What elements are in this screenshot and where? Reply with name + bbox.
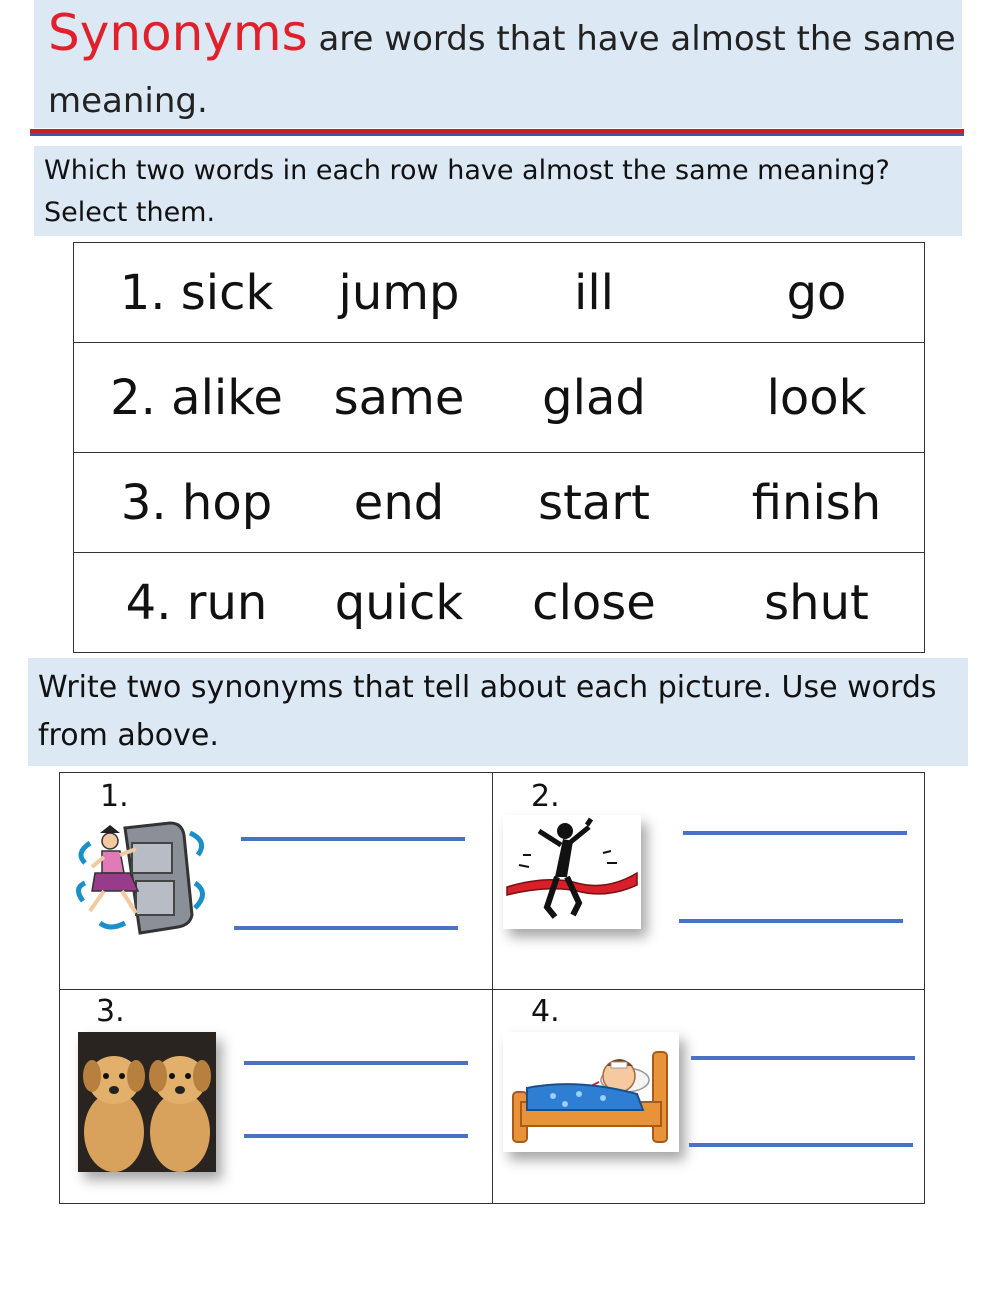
row-4-word-4[interactable]: shut <box>764 574 869 631</box>
row-3-word-2[interactable]: end <box>353 474 445 531</box>
answer-line-3a[interactable] <box>244 1061 468 1065</box>
answer-line-1b[interactable] <box>234 926 458 930</box>
answer-line-2a[interactable] <box>683 831 907 835</box>
row-1-word-3[interactable]: ill <box>573 264 614 321</box>
answer-line-4a[interactable] <box>691 1056 915 1060</box>
picture-number-2: 2. <box>531 779 560 814</box>
divider-blue <box>30 133 964 136</box>
write-instruction-text <box>38 664 958 760</box>
answer-line-4b[interactable] <box>689 1143 913 1147</box>
row-3-word-4[interactable]: finish <box>751 474 882 531</box>
word-table <box>73 242 925 653</box>
row-2-word-3[interactable]: glad <box>542 369 646 426</box>
write-instruction-panel <box>28 658 968 766</box>
picture-number-1: 1. <box>100 779 129 814</box>
write-instruction-line-2: from above. <box>38 718 219 753</box>
table-row <box>74 553 925 653</box>
row-1-word-4[interactable]: go <box>786 264 847 321</box>
picture-cell-4 <box>493 990 925 1204</box>
sick-child-in-bed-icon <box>503 1032 679 1152</box>
picture-grid <box>59 772 925 1204</box>
picture-number-4: 4. <box>531 994 560 1029</box>
answer-line-2b[interactable] <box>679 919 903 923</box>
picture-cell-3 <box>60 990 492 1204</box>
instruction-line-2: Select them. <box>44 197 216 228</box>
row-4-word-3[interactable]: close <box>532 574 656 631</box>
row-2-word-1[interactable]: 2. alike <box>110 369 283 426</box>
row-2-word-4[interactable]: look <box>766 369 867 426</box>
table-row <box>74 453 925 553</box>
title-definition: are words that have almost the same meaning. <box>48 19 956 121</box>
instruction-line-1: Which two words in each row have almost the same meaning? <box>44 155 890 186</box>
row-2-word-2[interactable]: same <box>333 369 465 426</box>
row-3-word-3[interactable]: start <box>538 474 650 531</box>
row-1-word-2[interactable]: jump <box>338 264 460 321</box>
runner-finish-line-icon <box>503 815 641 929</box>
row-3-word-1[interactable]: 3. hop <box>120 474 273 531</box>
answer-line-3b[interactable] <box>244 1134 468 1138</box>
picture-cell-1 <box>60 773 492 989</box>
row-1-word-1[interactable]: 1. sick <box>119 264 274 321</box>
header-panel <box>34 0 962 128</box>
table-row <box>74 343 925 453</box>
write-instruction-line-1: Write two synonyms that tell about each picture. Use words <box>38 670 937 705</box>
title-keyword: Synonyms <box>48 4 308 62</box>
table-row <box>74 243 925 343</box>
row-4-word-1[interactable]: 4. run <box>125 574 268 631</box>
girl-shutting-door-icon <box>70 813 210 935</box>
instruction-panel <box>34 146 962 236</box>
two-puppies-photo <box>78 1032 216 1172</box>
answer-line-1a[interactable] <box>241 837 465 841</box>
page-title <box>48 2 958 132</box>
picture-number-3: 3. <box>96 994 125 1029</box>
instruction-text <box>44 150 954 234</box>
row-4-word-2[interactable]: quick <box>334 574 464 631</box>
picture-cell-2 <box>493 773 925 989</box>
